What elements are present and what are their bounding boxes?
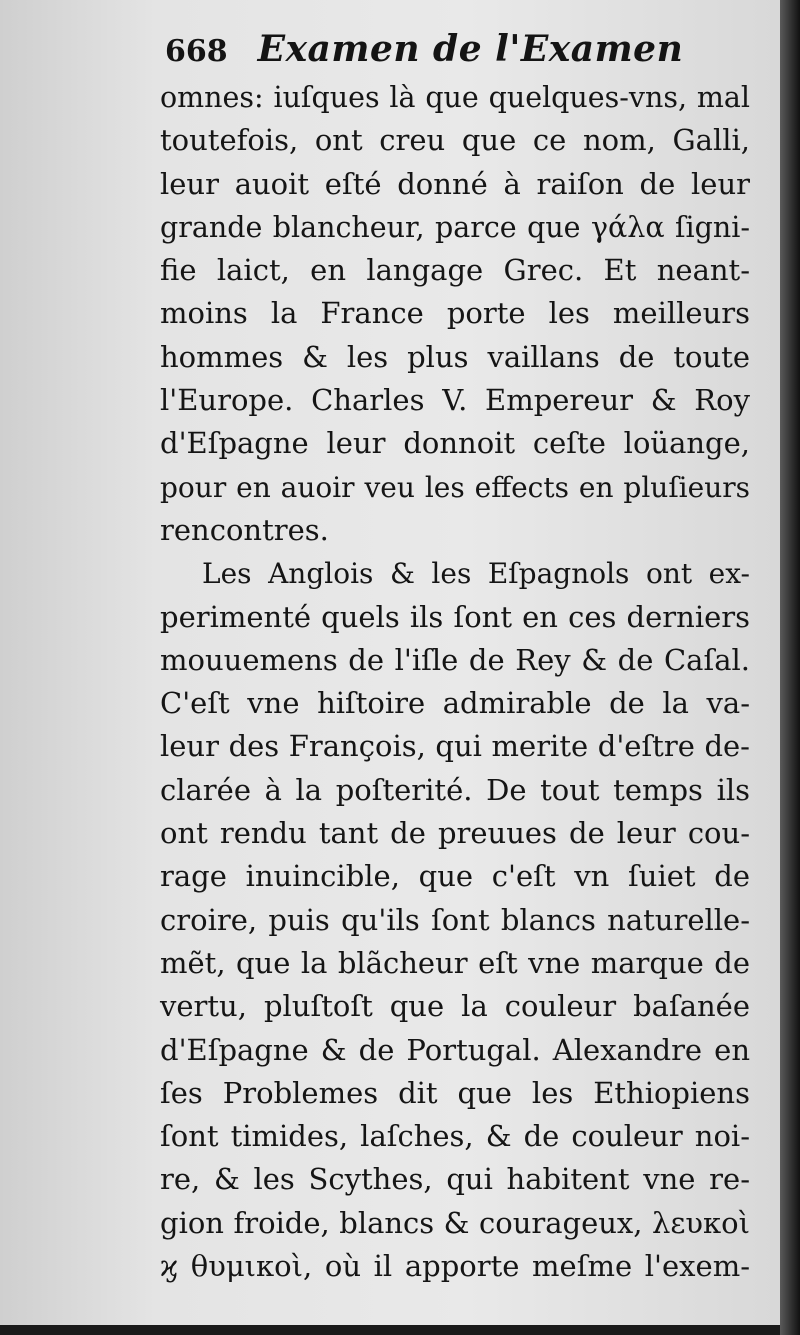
text-line: toutefois, ont creu que ce nom, Galli, — [160, 123, 750, 158]
text-line: ſes Problemes dit que les Ethiopiens — [160, 1075, 750, 1110]
text-line: ont rendu tant de preuues de leur cou- — [160, 816, 750, 851]
text-line: omnes: iuſques là que quelques-vns, mal — [160, 81, 750, 114]
text-line: rage inuincible, que c'eſt vn ſuiet de — [160, 859, 750, 894]
text-line: ϗ θυμικοὶ, où il apporte meſme l'exem- — [160, 1249, 750, 1284]
text-line: fie laict, en langage Grec. Et neant- — [160, 253, 750, 288]
text-line: pour en auoir veu les effects en pluſieurs — [160, 470, 750, 504]
text-line: leur des François, qui merite d'eſtre de- — [160, 729, 750, 764]
text-line: d'Eſpagne & de Portugal. Alexandre en — [160, 1032, 750, 1067]
text-line: gion froide, blancs & courageux, λευκοὶ — [160, 1205, 750, 1240]
text-line: mouuemens de l'iſle de Rey & de Caſal. — [160, 642, 750, 677]
text-line: vertu, pluſtoſt que la couleur baſanée — [160, 989, 750, 1024]
text-line: mẽt, que la blãcheur eſt vne marque de — [160, 945, 750, 980]
page-edge — [780, 0, 800, 1335]
text-line: moins la France porte les meilleurs — [160, 296, 750, 331]
text-line: re, & les Scythes, qui habitent vne re- — [160, 1162, 750, 1197]
text-line: grande blancheur, parce que γάλα ſigni- — [160, 210, 750, 244]
text-line: ſont timides, laſches, & de couleur noi- — [160, 1119, 750, 1154]
text-line: rencontres. — [160, 512, 329, 547]
text-line: d'Eſpagne leur donnoit ceſte loüange, — [160, 426, 750, 461]
text-line: leur auoit eſté donné à raiſon de leur — [160, 166, 750, 201]
text-line: hommes & les plus vaillans de toute — [160, 339, 750, 374]
text-line: Les Anglois & les Eſpagnols ont ex- — [202, 557, 750, 591]
text-line: perimenté quels ils ſont en ces derniers — [160, 599, 750, 634]
page-number: 668 — [165, 34, 228, 69]
text-line: C'eſt vne hiſtoire admirable de la va- — [160, 686, 750, 721]
text-line: l'Europe. Charles V. Empereur & Roy — [160, 383, 750, 418]
body-text — [160, 76, 750, 1288]
text-line: clarée à la poſterité. De tout temps ils — [160, 772, 750, 807]
page-header — [165, 28, 685, 80]
text-line: croire, puis qu'ils ſont blancs naturelle- — [160, 902, 750, 937]
running-title: Examen de l'Examen — [257, 28, 684, 70]
